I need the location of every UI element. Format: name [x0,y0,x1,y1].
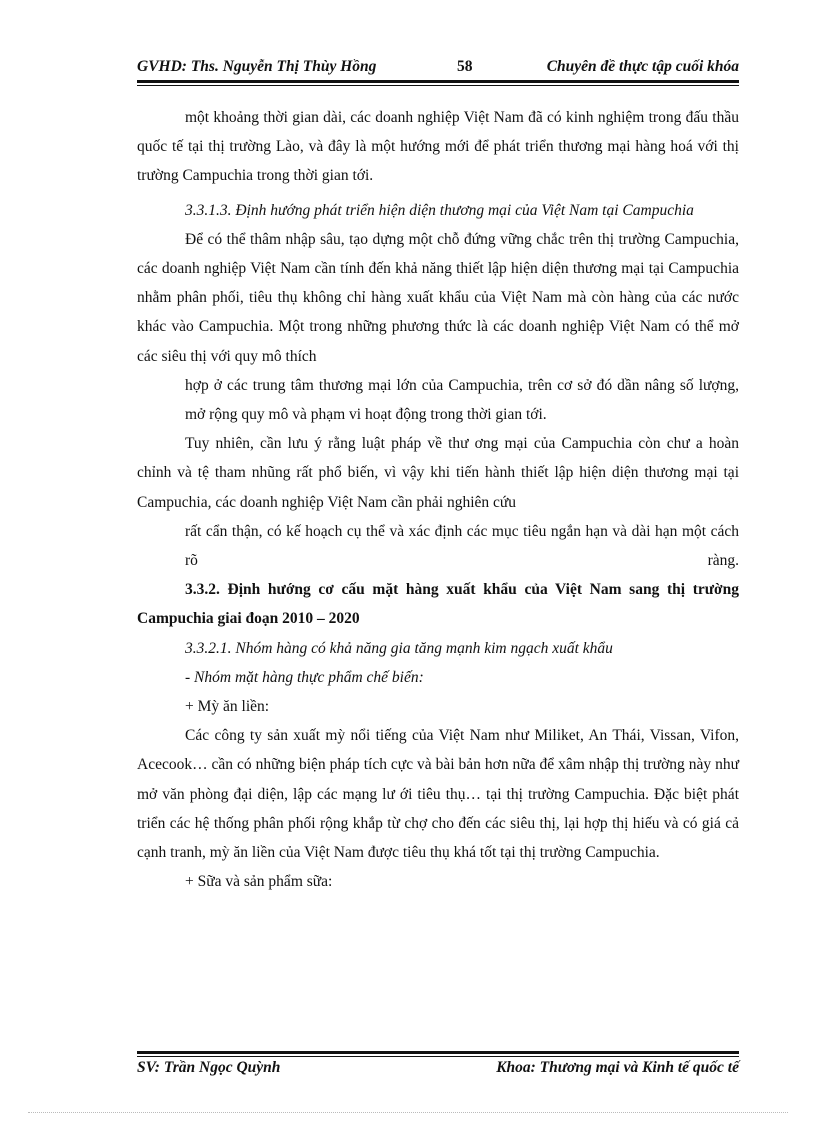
page-header [137,58,739,82]
section-heading-3-3-2-1: 3.3.2.1. Nhóm hàng có khả năng gia tăng mạnh kim ngạch xuất khẩu [185,639,613,657]
list-item-instant-noodles: + Mỳ ăn liền: [185,698,270,716]
header-rule-thin [137,85,739,86]
section-heading-3-3-1-3: 3.3.1.3. Định hướng phát triển hiện diện thương mại của Việt Nam tại Campuchia [185,201,694,219]
list-item-milk-products: + Sữa và sản phẩm sữa: [185,873,333,891]
header-page-number: 58 [457,58,473,75]
page-footer [137,1059,739,1083]
paragraph-continuation: hợp ở các trung tâm thương mại lớn của Campuchia, trên cơ sở đó dần nâng số lượng, mở rộng quy mô và phạm vi hoạt động trong thời gian tới. [185,376,739,424]
paragraph-continuation: rất cẩn thận, có kế hoạch cụ thể và xác định các mục tiêu ngắn hạn và dài hạn một cách rõ ràng. [185,522,739,570]
footer-student: SV: Trần Ngọc Quỳnh [137,1059,281,1076]
paragraph: Tuy nhiên, cần lưu ý rằng luật pháp về thư ơng mại của Campuchia còn chư a hoàn chỉnh và tệ tham nhũng rất phổ biến, vì vậy khi tiến hành thiết lập hiện diện thương mại tại Campuchia, các doanh nghiệp Việt Nam cần phải nghiên cứu [137,435,739,511]
paragraph: Để có thể thâm nhập sâu, tạo dựng một chỗ đứng vững chắc trên thị trường Campuchia, các doanh nghiệp Việt Nam cần tính đến khả năng thiết lập hiện diện thương mại tại Campuchia nhằm phân phối, tiêu thụ không chỉ hàng xuất khẩu của Việt Nam mà còn hàng của các nước khác vào Campuchia. Một trong những phương thức là các doanh nghiệp Việt Nam có thể mở các siêu thị với quy mô thích [137,230,739,365]
page-content [137,103,739,896]
header-supervisor: GVHD: Ths. Nguyễn Thị Thùy Hồng [137,58,377,75]
footer-rule-thick [137,1051,739,1054]
header-document-title: Chuyên đề thực tập cuối khóa [546,58,739,75]
footer-rule-thin [137,1056,739,1057]
paragraph: một khoảng thời gian dài, các doanh nghiệp Việt Nam đã có kinh nghiệm trong đấu thầu quốc tế tại thị trường Lào, và đây là một hướng mới để phát triển thương mại hàng hoá với thị trường Campuchia trong thời gian tới. [137,109,739,185]
header-rule-thick [137,80,739,83]
section-heading-3-3-2: 3.3.2. Định hướng cơ cấu mặt hàng xuất khẩu của Việt Nam sang thị trường Campuchia giai đoạn 2010 – 2020 [137,581,739,628]
page-bottom-dotted-line [28,1112,788,1113]
paragraph: Các công ty sản xuất mỳ nổi tiếng của Việt Nam như Miliket, An Thái, Vissan, Vifon, Acecook… cần có những biện pháp tích cực và bài bản hơn nữa để xâm nhập thị trường này như mở văn phòng đại diện, lập các mạng lư ới tiêu thụ… tại thị trường Campuchia. Đặc biệt phát triển các hệ thống phân phối rộng khắp từ chợ cho đến các siêu thị, lại hợp thị hiếu và có giá cả cạnh tranh, mỳ ăn liền của Việt Nam được tiêu thụ khá tốt tại thị trường Campuchia. [137,727,739,862]
list-heading-processed-food: - Nhóm mặt hàng thực phẩm chế biến: [185,668,424,686]
footer-faculty: Khoa: Thương mại và Kinh tế quốc tế [496,1059,739,1076]
